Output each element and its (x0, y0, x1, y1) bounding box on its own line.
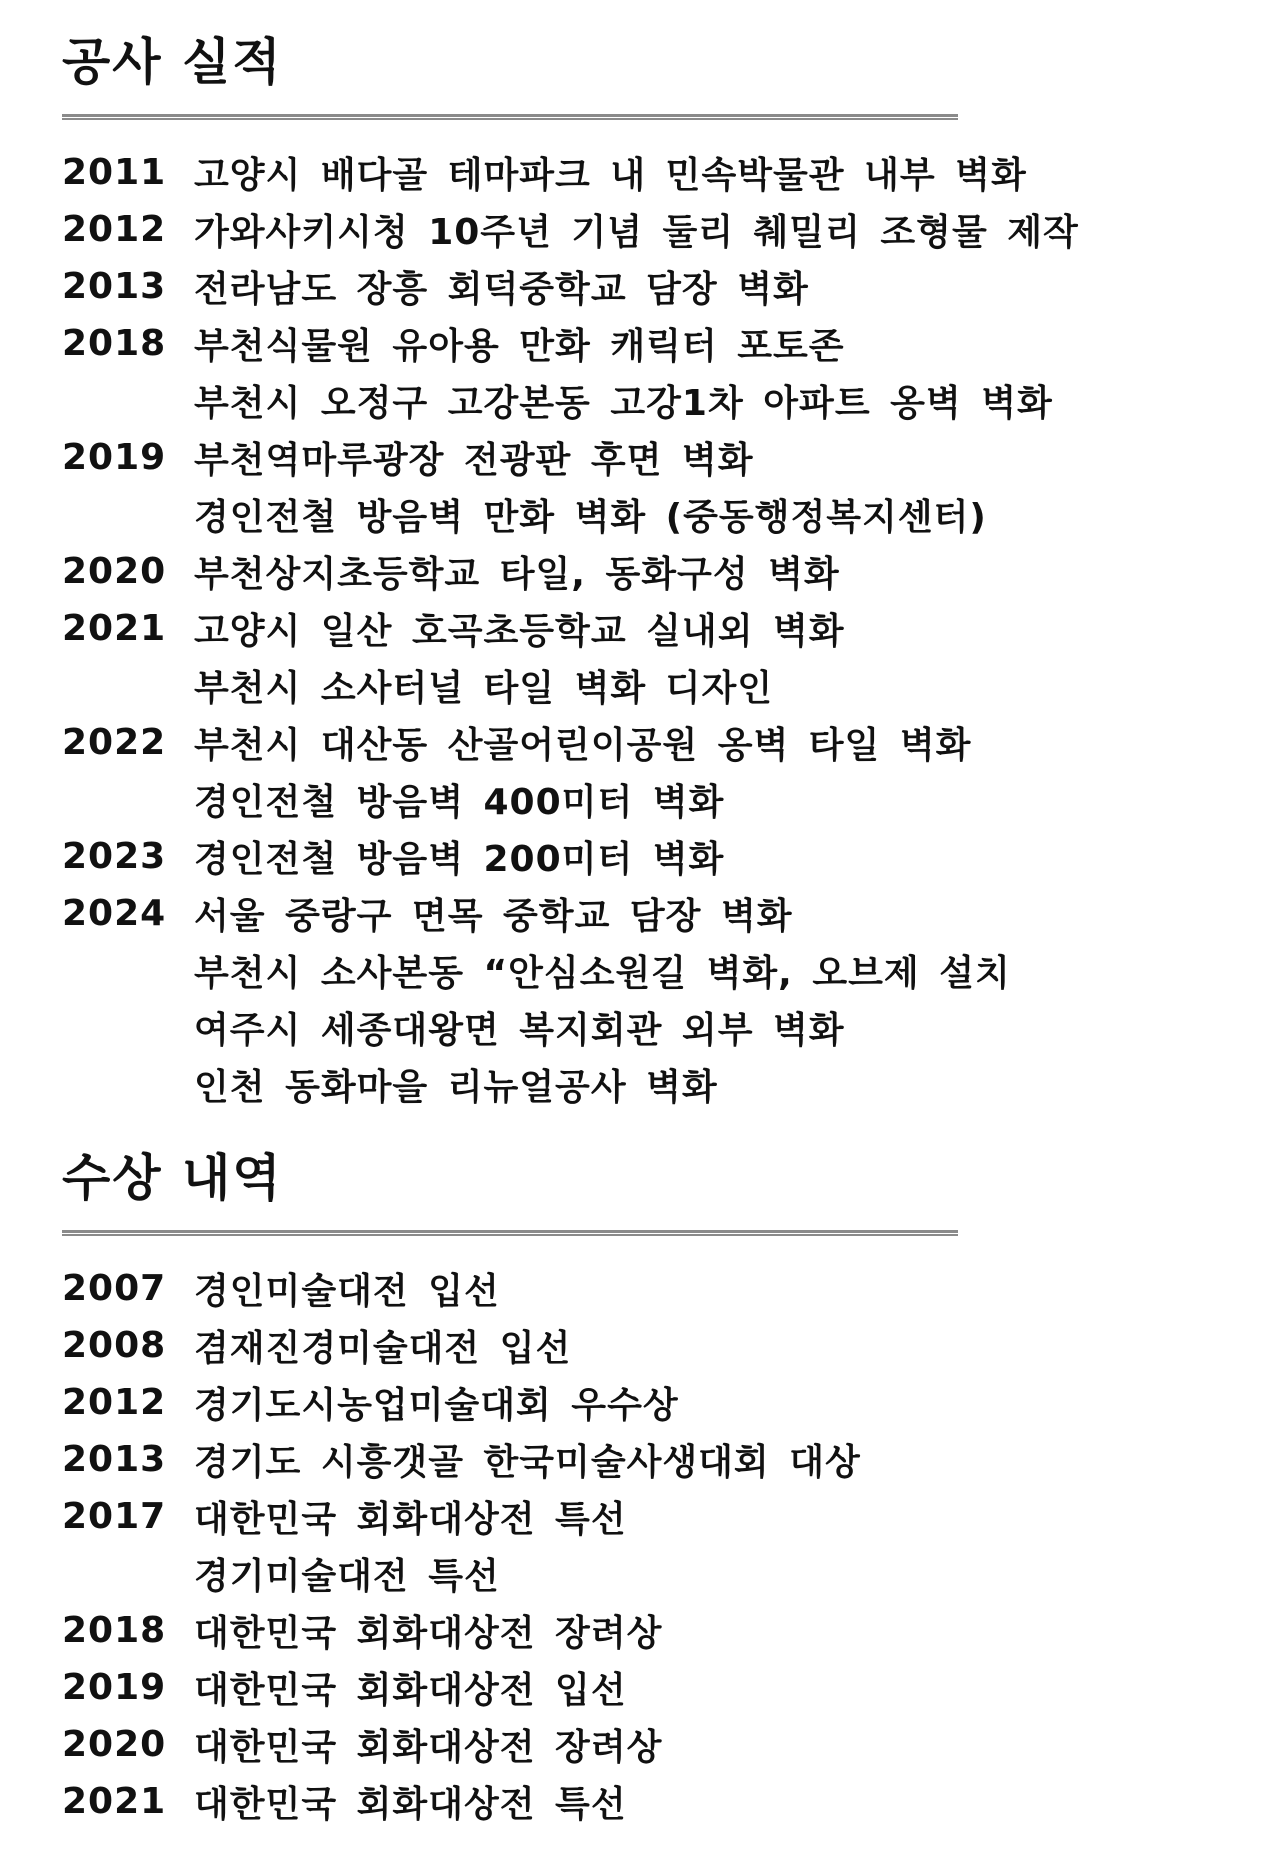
entry-text: 경인전철 방음벽 400미터 벽화 (194, 782, 725, 823)
works-section-title: 공사 실적 (62, 33, 283, 91)
works-list-item (62, 885, 1242, 942)
works-list-item (62, 258, 1242, 315)
works-list-item (62, 657, 1242, 714)
entry-year: 2020 (62, 1724, 167, 1765)
works-list-item (62, 714, 1242, 771)
entry-text: 부천시 소사본동 “안심소원길 벽화, 오브제 설치 (194, 953, 1011, 994)
entry-year: 2012 (62, 1382, 167, 1423)
entry-text: 인천 동화마을 리뉴얼공사 벽화 (194, 1067, 718, 1108)
entry-year: 2011 (62, 152, 167, 193)
awards-list-item (62, 1488, 1242, 1545)
entry-text: 대한민국 회화대상전 특선 (194, 1499, 627, 1540)
entry-text: 여주시 세종대왕면 복지회관 외부 벽화 (194, 1010, 845, 1051)
entry-text: 부천역마루광장 전광판 후면 벽화 (194, 440, 754, 481)
awards-list-item (62, 1431, 1242, 1488)
entry-text: 경인미술대전 입선 (194, 1271, 500, 1312)
works-title-divider (62, 114, 958, 120)
works-list-item (62, 771, 1242, 828)
works-list-item (62, 1056, 1242, 1113)
awards-list-item (62, 1260, 1242, 1317)
awards-list-item (62, 1659, 1242, 1716)
works-list-item (62, 315, 1242, 372)
entry-text: 고양시 배다골 테마파크 내 민속박물관 내부 벽화 (194, 155, 1027, 196)
entry-year: 2018 (62, 323, 167, 364)
entry-text: 경기도시농업미술대회 우수상 (194, 1385, 679, 1426)
entry-text: 부천상지초등학교 타일, 동화구성 벽화 (194, 554, 840, 595)
entry-year: 2021 (62, 1781, 167, 1822)
awards-list (62, 1260, 1242, 1830)
works-list-item (62, 486, 1242, 543)
entry-text: 대한민국 회화대상전 특선 (194, 1784, 627, 1825)
awards-section-title: 수상 내역 (62, 1149, 283, 1207)
entry-text: 고양시 일산 호곡초등학교 실내외 벽화 (194, 611, 845, 652)
entry-year: 2012 (62, 209, 167, 250)
entry-year: 2013 (62, 1439, 167, 1480)
works-section (62, 32, 1242, 1113)
works-list-item (62, 999, 1242, 1056)
entry-year: 2021 (62, 608, 167, 649)
works-list-item (62, 201, 1242, 258)
entry-year: 2018 (62, 1610, 167, 1651)
entry-text: 경기미술대전 특선 (194, 1556, 500, 1597)
entry-text: 경기도 시흥갯골 한국미술사생대회 대상 (194, 1442, 861, 1483)
entry-year: 2019 (62, 437, 167, 478)
entry-year: 2013 (62, 266, 167, 307)
works-list-item (62, 828, 1242, 885)
entry-text: 서울 중랑구 면목 중학교 담장 벽화 (194, 896, 793, 937)
entry-year: 2017 (62, 1496, 167, 1537)
works-list (62, 144, 1242, 1113)
entry-text: 가와사키시청 10주년 기념 둘리 췌밀리 조형물 제작 (194, 212, 1079, 253)
works-list-item (62, 942, 1242, 999)
entry-text: 부천시 소사터널 타일 벽화 디자인 (194, 668, 773, 709)
awards-list-item (62, 1545, 1242, 1602)
entry-year: 2020 (62, 551, 167, 592)
works-list-item (62, 429, 1242, 486)
awards-list-item (62, 1374, 1242, 1431)
awards-title-divider (62, 1230, 958, 1236)
works-list-item (62, 372, 1242, 429)
entry-text: 대한민국 회화대상전 장려상 (194, 1727, 663, 1768)
awards-section (62, 1148, 1242, 1830)
entry-text: 전라남도 장흥 회덕중학교 담장 벽화 (194, 269, 809, 310)
entry-year: 2024 (62, 893, 167, 934)
works-list-item (62, 600, 1242, 657)
entry-text: 겸재진경미술대전 입선 (194, 1328, 572, 1369)
entry-year: 2022 (62, 722, 167, 763)
entry-text: 경인전철 방음벽 만화 벽화 (중동행정복지센터) (194, 497, 987, 538)
entry-text: 경인전철 방음벽 200미터 벽화 (194, 839, 725, 880)
awards-list-item (62, 1773, 1242, 1830)
entry-text: 대한민국 회화대상전 입선 (194, 1670, 627, 1711)
works-list-item (62, 144, 1242, 201)
awards-list-item (62, 1716, 1242, 1773)
entry-year: 2019 (62, 1667, 167, 1708)
entry-text: 부천식물원 유아용 만화 캐릭터 포토존 (194, 326, 845, 367)
awards-list-item (62, 1317, 1242, 1374)
entry-text: 대한민국 회화대상전 장려상 (194, 1613, 663, 1654)
works-list-item (62, 543, 1242, 600)
awards-list-item (62, 1602, 1242, 1659)
entry-text: 부천시 대산동 산골어린이공원 옹벽 타일 벽화 (194, 725, 972, 766)
entry-year: 2023 (62, 836, 167, 877)
entry-year: 2008 (62, 1325, 167, 1366)
entry-text: 부천시 오정구 고강본동 고강1차 아파트 옹벽 벽화 (194, 383, 1053, 424)
entry-year: 2007 (62, 1268, 167, 1309)
